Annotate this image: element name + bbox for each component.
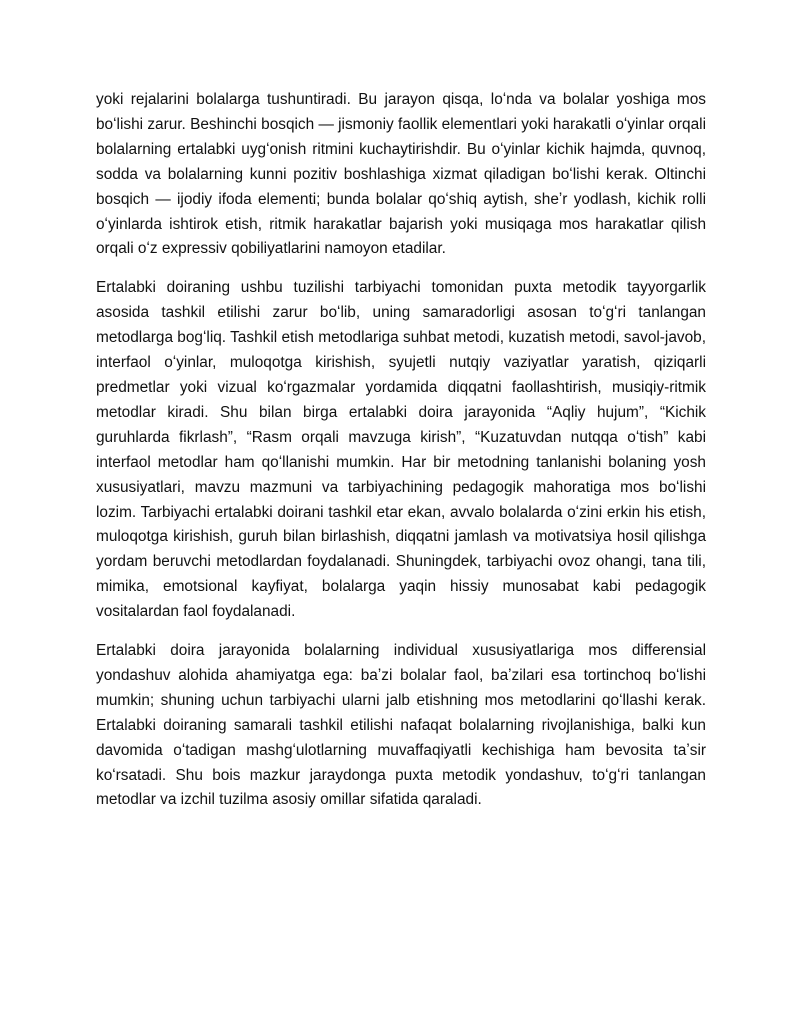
paragraph-1: yoki rejalarini bolalarga tushuntiradi. Bu jarayon qisqa, loʻnda va bolalar yoshiga mos boʻlishi zarur. Beshinchi bosqich — jismoniy faollik elementlari yoki harakatli oʻyinlar orqali bolalarning ertalabki uygʻonish ritmini kuchaytirishdir. Bu oʻyinlar kichik hajmda, quvnoq, sodda va bolalarning kunni pozitiv boshlashiga xizmat qiladigan boʻlishi kerak. Oltinchi bosqich — ijodiy ifoda elementi; bunda bolalar qoʻshiq aytish, sheʼr yodlash, kichik rolli oʻyinlarda ishtirok etish, ritmik harakatlar bajarish yoki musiqaga mos harakatlar qilish orqali oʻz expressiv qobiliyatlarini namoyon etadilar. [96, 91, 706, 258]
document-page [96, 88, 706, 827]
paragraph-2: Ertalabki doiraning ushbu tuzilishi tarbiyachi tomonidan puxta metodik tayyorgarlik asosida tashkil etilishi zarur boʻlib, uning samaradorligi asosan toʻgʻri tanlangan metodlarga bogʻliq. Tashkil etish metodlariga suhbat metodi, kuzatish metodi, savol-javob, interfaol oʻyinlar, muloqotga kirishish, syujetli nutqiy vaziyatlar yaratish, qiziqarli predmetlar yoki vizual koʻrgazmalar yordamida diqqatni faollashtirish, musiqiy-ritmik metodlar kiradi. Shu bilan birga ertalabki doira jarayonida “Aqliy hujum”, “Kichik guruhlarda fikrlash”, “Rasm orqali mavzuga kirish”, “Kuzatuvdan nutqqa oʻtish” kabi interfaol metodlar ham qoʻllanishi mumkin. Har bir metodning tanlanishi bolaning yosh xususiyatlari, mavzu mazmuni va tarbiyachining pedagogik mahoratiga mos boʻlishi lozim. Tarbiyachi ertalabki doirani tashkil etar ekan, avvalo bolalarda oʻzini erkin his etish, muloqotga kirishish, guruh bilan birlashish, diqqatni jamlash va motivatsiya hosil qilishga yordam beruvchi metodlardan foydalanadi. Shuningdek, tarbiyachi ovoz ohangi, tana tili, mimika, emotsional kayfiyat, bolalarga yaqin hissiy munosabat kabi pedagogik vositalardan faol foydalanadi. [96, 279, 706, 621]
paragraph-3: Ertalabki doira jarayonida bolalarning individual xususiyatlariga mos differensial yondashuv alohida ahamiyatga ega: baʼzi bolalar faol, baʼzilari esa tortinchoq boʻlishi mumkin; shuning uchun tarbiyachi ularni jalb etishning mos metodlarini qoʻllashi kerak. Ertalabki doiraning samarali tashkil etilishi nafaqat bolalarning rivojlanishiga, balki kun davomida oʻtadigan mashgʻulotlarning muvaffaqiyatli kechishiga ham bevosita taʼsir koʻrsatadi. Shu bois mazkur jaraydonga puxta metodik yondashuv, toʻgʻri tanlangan metodlar va izchil tuzilma asosiy omillar sifatida qaraladi. [96, 642, 706, 809]
